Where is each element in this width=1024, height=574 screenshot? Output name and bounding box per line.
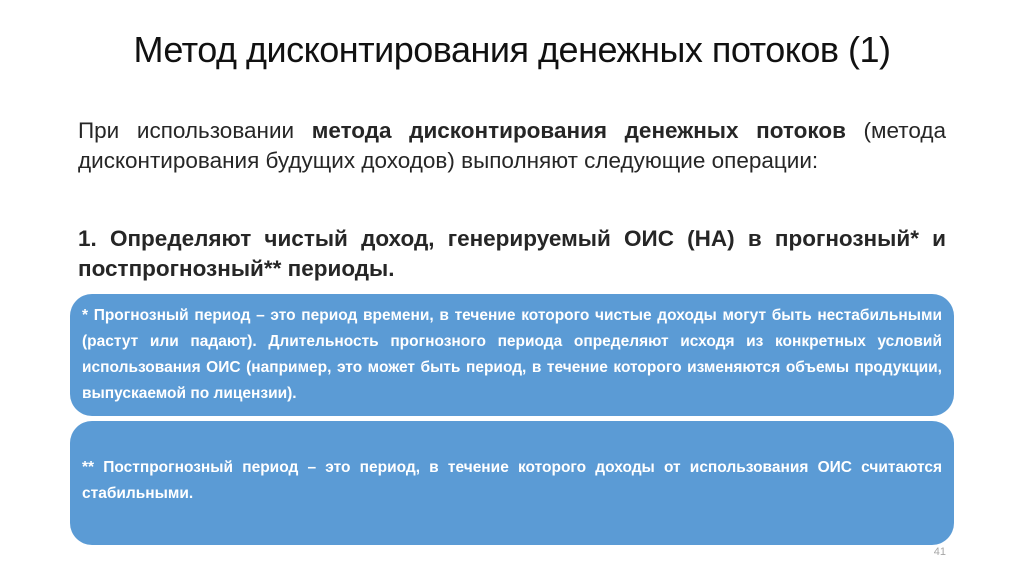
page-number: 41: [933, 546, 946, 558]
postforecast-period-note: ** Постпрогнозный период – это период, в течение которого доходы от использования ОИС считаются стабильными.: [82, 459, 942, 502]
intro-bold-term: метода дисконтирования денежных потоков: [311, 118, 846, 143]
forecast-period-note: * Прогнозный период – это период времени, в течение которого чистые доходы могут быть нестабильными (растут или падают). Длительность прогнозного периода определяют исходя из конкретных условий использования ОИС (например, это может быть период, в течение которого изменяются объемы продукции, выпускаемой по лицензии).: [82, 307, 942, 402]
step-1: 1. Определяют чистый доход, генерируемый ОИС (НА) в прогнозный* и постпрогнозный** периоды.: [78, 226, 946, 281]
slide-title: Метод дисконтирования денежных потоков (1): [133, 29, 891, 70]
intro-paragraph: [78, 116, 946, 176]
forecast-period-note-box: [70, 294, 954, 416]
intro-prefix: При использовании: [78, 118, 312, 143]
intro-suffix: (метода дисконтирования будущих доходов) выполняют следующие операции:: [78, 118, 946, 173]
postforecast-period-note-box: [70, 421, 954, 545]
